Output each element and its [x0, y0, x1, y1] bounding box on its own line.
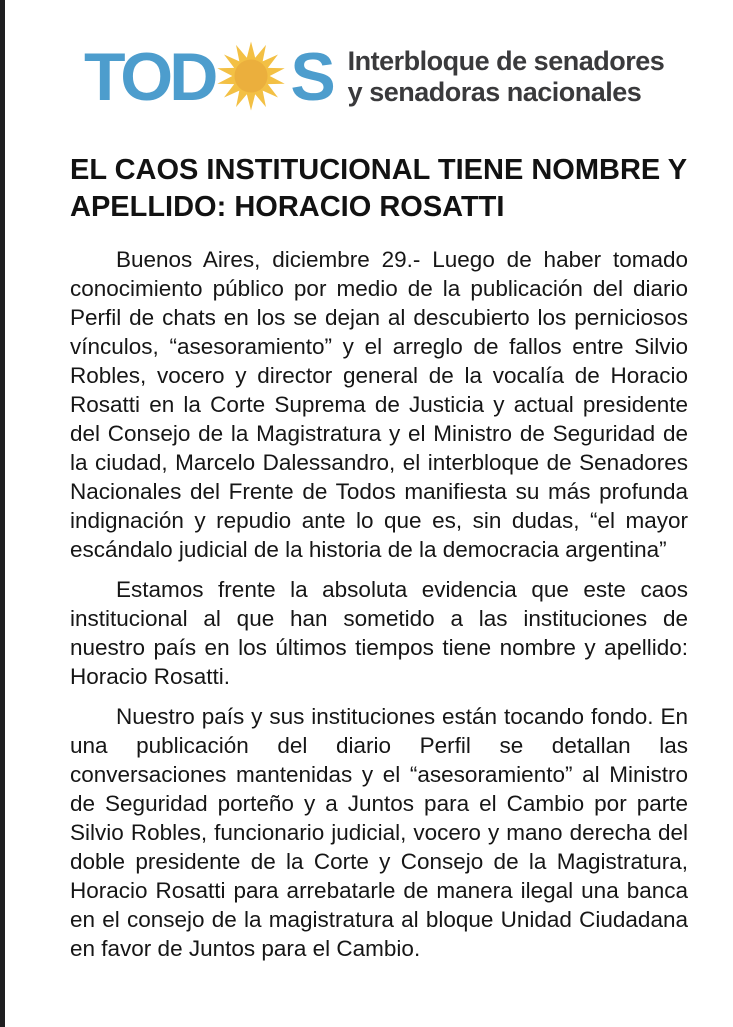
press-release-title: EL CAOS INSTITUCIONAL TIENE NOMBRE Y APELLIDO: HORACIO ROSATTI	[70, 154, 687, 224]
paragraph-3: Nuestro país y sus instituciones están tocando fondo. En una publicación del diario Perfil se detallan las conversaciones mantenidas y el “asesoramiento” al Ministro de Seguridad porteño y a Juntos para el Cambio por parte Silvio Robles, funcionario judicial, vocero y mano derecha del doble presidente de la Corte y Consejo de la Magistratura, Horacio Rosatti para arrebatarle de manera ilegal una banca en el consejo de la magistratura al bloque Unidad Ciudadana en favor de Juntos para el Cambio.	[70, 704, 688, 962]
todos-logo	[84, 36, 332, 116]
logo-text-s: S	[290, 39, 332, 115]
tagline-line-1: Interbloque de senadores	[347, 45, 665, 76]
paragraph-2: Estamos frente la absoluta evidencia que este caos institucional al que han sometido a las instituciones de nuestro país en los últimos tiempos tiene nombre y apellido: Horacio Rosatti.	[70, 577, 688, 690]
sun-icon	[215, 36, 287, 116]
tagline-line-2: y senadoras nacionales	[347, 77, 642, 107]
logo-tagline	[348, 44, 665, 109]
press-release-body	[70, 245, 688, 963]
page-left-edge	[0, 0, 5, 1027]
logo-text-tod: TOD	[84, 39, 215, 115]
letterhead	[0, 0, 733, 116]
paragraph-1: Buenos Aires, diciembre 29.- Luego de haber tomado conocimiento público por medio de la publicación del diario Perfil de chats en los se dejan al descubierto los perniciosos vínculos, “asesoramiento” y el arreglo de fallos entre Silvio Robles, vocero y director general de la vocalía de Horacio Rosatti en la Corte Suprema de Justicia y actual presidente del Consejo de la Magistratura y el Ministro de Seguridad de la ciudad, Marcelo Dalessandro, el interbloque de Senadores Nacionales del Frente de Todos manifiesta su más profunda indignación y repudio ante lo que es, sin dudas, “el mayor escándalo judicial de la historia de la democracia argentina”	[70, 247, 688, 563]
